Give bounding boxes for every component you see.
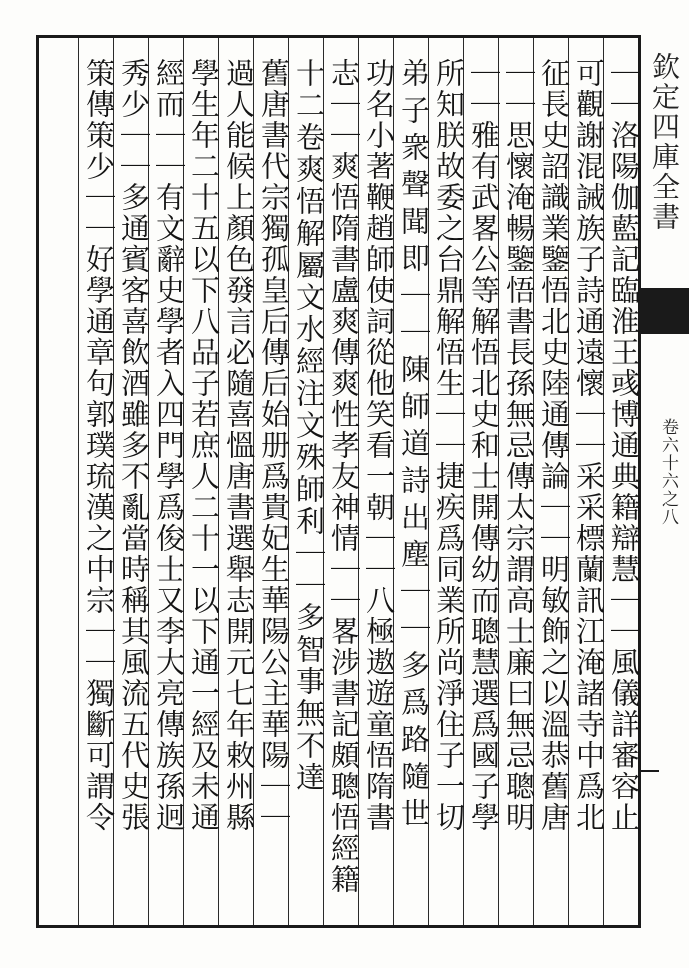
text-column-7: 弟子衆聲聞即｜｜陳師道詩出塵｜｜多爲路隨世 bbox=[397, 58, 431, 835]
text-column-11: 舊唐書代宗獨孤皇后傳后始册爲貴妃生華陽公主華陽｜｜ bbox=[257, 58, 291, 833]
text-column-3: 征長史詔識業鑒悟北史陸通傳論｜｜明敏飾之以溫恭舊唐 bbox=[537, 58, 571, 833]
margin-tick bbox=[641, 770, 659, 772]
book-title: 欽定四庫全書 bbox=[648, 52, 681, 232]
text-column-2: 可觀謝混誡族子詩通遠懷｜｜采采標蘭訊江淹諸寺中爲北 bbox=[572, 58, 606, 833]
text-column-12: 過人能候上顏色發言必隨喜慍唐書選舉志開元七年敕州縣 bbox=[222, 58, 256, 833]
text-column-16: 策傳策少｜｜好學通章句郭璞琉漢之中宗｜｜獨斷可謂令 bbox=[82, 58, 116, 833]
text-column-1: ｜｜洛陽伽藍記臨淮王彧博通典籍辯慧｜｜風儀詳審容止 bbox=[607, 58, 641, 833]
text-column-10: 十二卷爽悟解屬文水經注文殊師利｜｜多智事無不達 bbox=[292, 58, 326, 794]
text-column-6: 所知朕故委之台鼎解悟生｜｜捷疾爲同業所尚淨住子一切 bbox=[432, 58, 466, 833]
text-column-4: ｜｜思懷淹暢鑒悟書長孫無忌傳太宗謂高士廉曰無忌聰明 bbox=[502, 58, 536, 833]
text-column-13: 學生年二十五以下八品子若庶人二十一以下通一經及未通 bbox=[187, 58, 221, 833]
text-column-8: 功名小著鞭趙師使詞從他笑看一朝｜｜八極遨遊童悟隋書 bbox=[362, 58, 396, 833]
text-column-14: 經而｜｜有文辭史學者入四門學爲俊士又李大亮傳族孫迥 bbox=[152, 58, 186, 833]
text-column-15: 秀少｜｜多通賓客喜飲酒雖多不亂當時稱其風流五代史張 bbox=[117, 58, 151, 833]
column-rule bbox=[78, 38, 79, 925]
volume-label: 卷六十六之八 bbox=[658, 418, 678, 526]
fishtail-mark bbox=[641, 288, 689, 334]
text-column-5: ｜｜雅有武畧公等解悟北史和士開傳幼而聰慧選爲國子學 bbox=[467, 58, 501, 833]
text-column-9: 志｜｜爽悟隋書盧爽傳爽性孝友神情｜｜畧涉書記頗聰悟經籍 bbox=[327, 58, 361, 895]
